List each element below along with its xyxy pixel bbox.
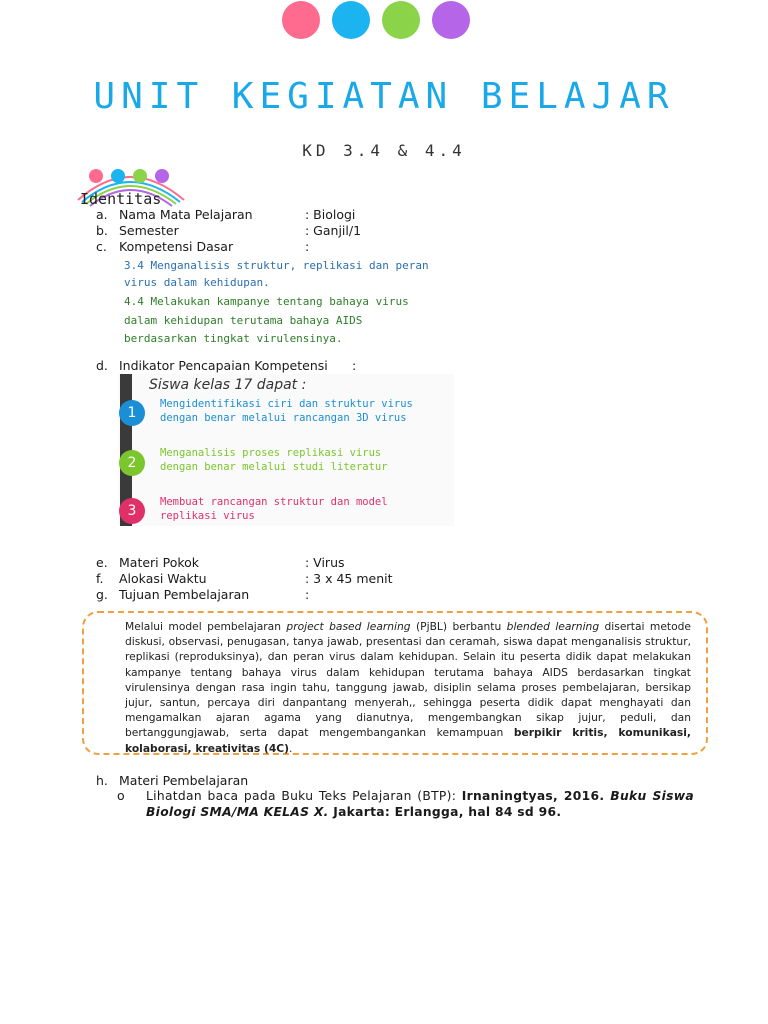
materi-bullet: o xyxy=(117,788,125,803)
kd-3-4-line1: 3.4 Menganalisis struktur, replikasi dan peran xyxy=(124,259,429,272)
page-title: UNIT KEGIATAN BELAJAR xyxy=(93,76,675,117)
kd-4-4-line1: 4.4 Melakukan kampanye tentang bahaya virus xyxy=(124,295,409,308)
kd-4-4-line3: berdasarkan tingkat virulensinya. xyxy=(124,332,343,345)
indikator-2: Menganalisis proses replikasi virus dengan benar melalui studi literatur xyxy=(160,447,388,473)
page-subtitle: KD 3.4 & 4.4 xyxy=(302,141,466,160)
indikator-heading: Siswa kelas 17 dapat : xyxy=(149,377,307,393)
indikator-1: Mengidentifikasi ciri dan struktur virus dengan benar melalui rancangan 3D virus xyxy=(160,398,413,424)
indikator-number-3: 3 xyxy=(119,498,145,524)
identitas-label: Identitas xyxy=(80,190,162,208)
header-dots xyxy=(282,1,470,39)
purple-dot xyxy=(432,1,470,39)
pink-dot xyxy=(282,1,320,39)
green-dot xyxy=(382,1,420,39)
kd-3-4-line2: virus dalam kehidupan. xyxy=(124,276,270,289)
indikator-3: Membuat rancangan struktur dan model replikasi virus xyxy=(160,496,388,522)
tujuan-paragraph: Melalui model pembelajaran project based learning (PjBL) berbantu blended learning disertai metode diskusi, observasi, penugasan, tanya jawab, presentasi dan ceramah, siswa dapat menganalisis struktur, replikasi (reproduksinya), dan peran virus dalam kehidupan. Selain itu peserta didik dapat melakukan kampanye tentang bahaya virus dalam kehidupan terutama bahaya AIDS berdasarkan tingkat virulensinya dengan rasa ingin tahu, tanggung jawab, disiplin selama proses pembelajaran, bersikap jujur, santun, percaya diri danpantang menyerah,, sehingga peserta didik dapat menghayati dan mengamalkan ajaran agama yang dianutnya, mengembangkan sikap jujur, peduli, dan bertanggungjawab, serta dapat mengembangankan kemampuan berpikir kritis, komunikasi, kolaborasi, kreativitas (4C). xyxy=(125,620,691,755)
kd-4-4-line2: dalam kehidupan terutama bahaya AIDS xyxy=(124,314,363,327)
indikator-number-1: 1 xyxy=(119,400,145,426)
indikator-number-2: 2 xyxy=(119,450,145,476)
materi-reference: Lihatdan baca pada Buku Teks Pelajaran (BTP): Irnaningtyas, 2016. Buku Siswa Biologi SMA/MA KELAS X. Jakarta: Erlangga, hal 84 sd 96. xyxy=(146,789,695,819)
blue-dot xyxy=(332,1,370,39)
